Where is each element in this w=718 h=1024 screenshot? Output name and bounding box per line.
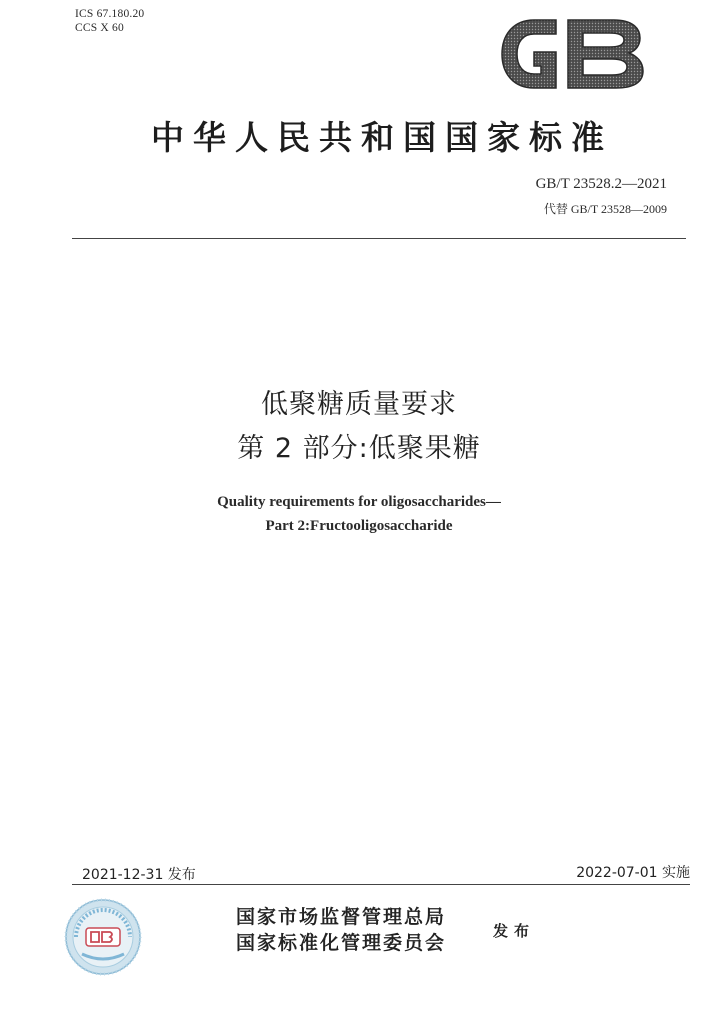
chinese-title-line-1: 低聚糖质量要求 xyxy=(261,389,457,420)
standard-number: GB/T 23528.2—2021 xyxy=(535,176,667,192)
issue-date: 2021-12-31 发布 xyxy=(82,867,196,883)
english-title-line-1: Quality requirements for oligosaccharides— xyxy=(217,494,501,510)
classification-codes xyxy=(75,7,144,35)
issuing-authorities xyxy=(236,904,446,956)
footer-divider xyxy=(72,884,690,885)
national-standard-title: 中华人民共和国国家标准 xyxy=(151,118,613,157)
anti-counterfeit-seal-icon xyxy=(64,898,142,976)
implementation-date: 2022-07-01 实施 xyxy=(576,865,690,881)
english-title-line-2: Part 2:Fructooligosaccharide xyxy=(265,518,453,534)
chinese-title-line-2: 第 2 部分:低聚果糖 xyxy=(237,433,481,464)
ccs-code: CCS X 60 xyxy=(75,22,124,34)
replaces-note: 代替 GB/T 23528—2009 xyxy=(543,202,667,216)
publish-label: 发布 xyxy=(493,922,536,940)
ics-code: ICS 67.180.20 xyxy=(75,8,145,20)
issuer-sac: 国家标准化管理委员会 xyxy=(236,932,447,954)
header-divider xyxy=(72,238,686,239)
issuer-samr: 国家市场监督管理总局 xyxy=(236,906,447,928)
gb-logo xyxy=(498,16,648,92)
